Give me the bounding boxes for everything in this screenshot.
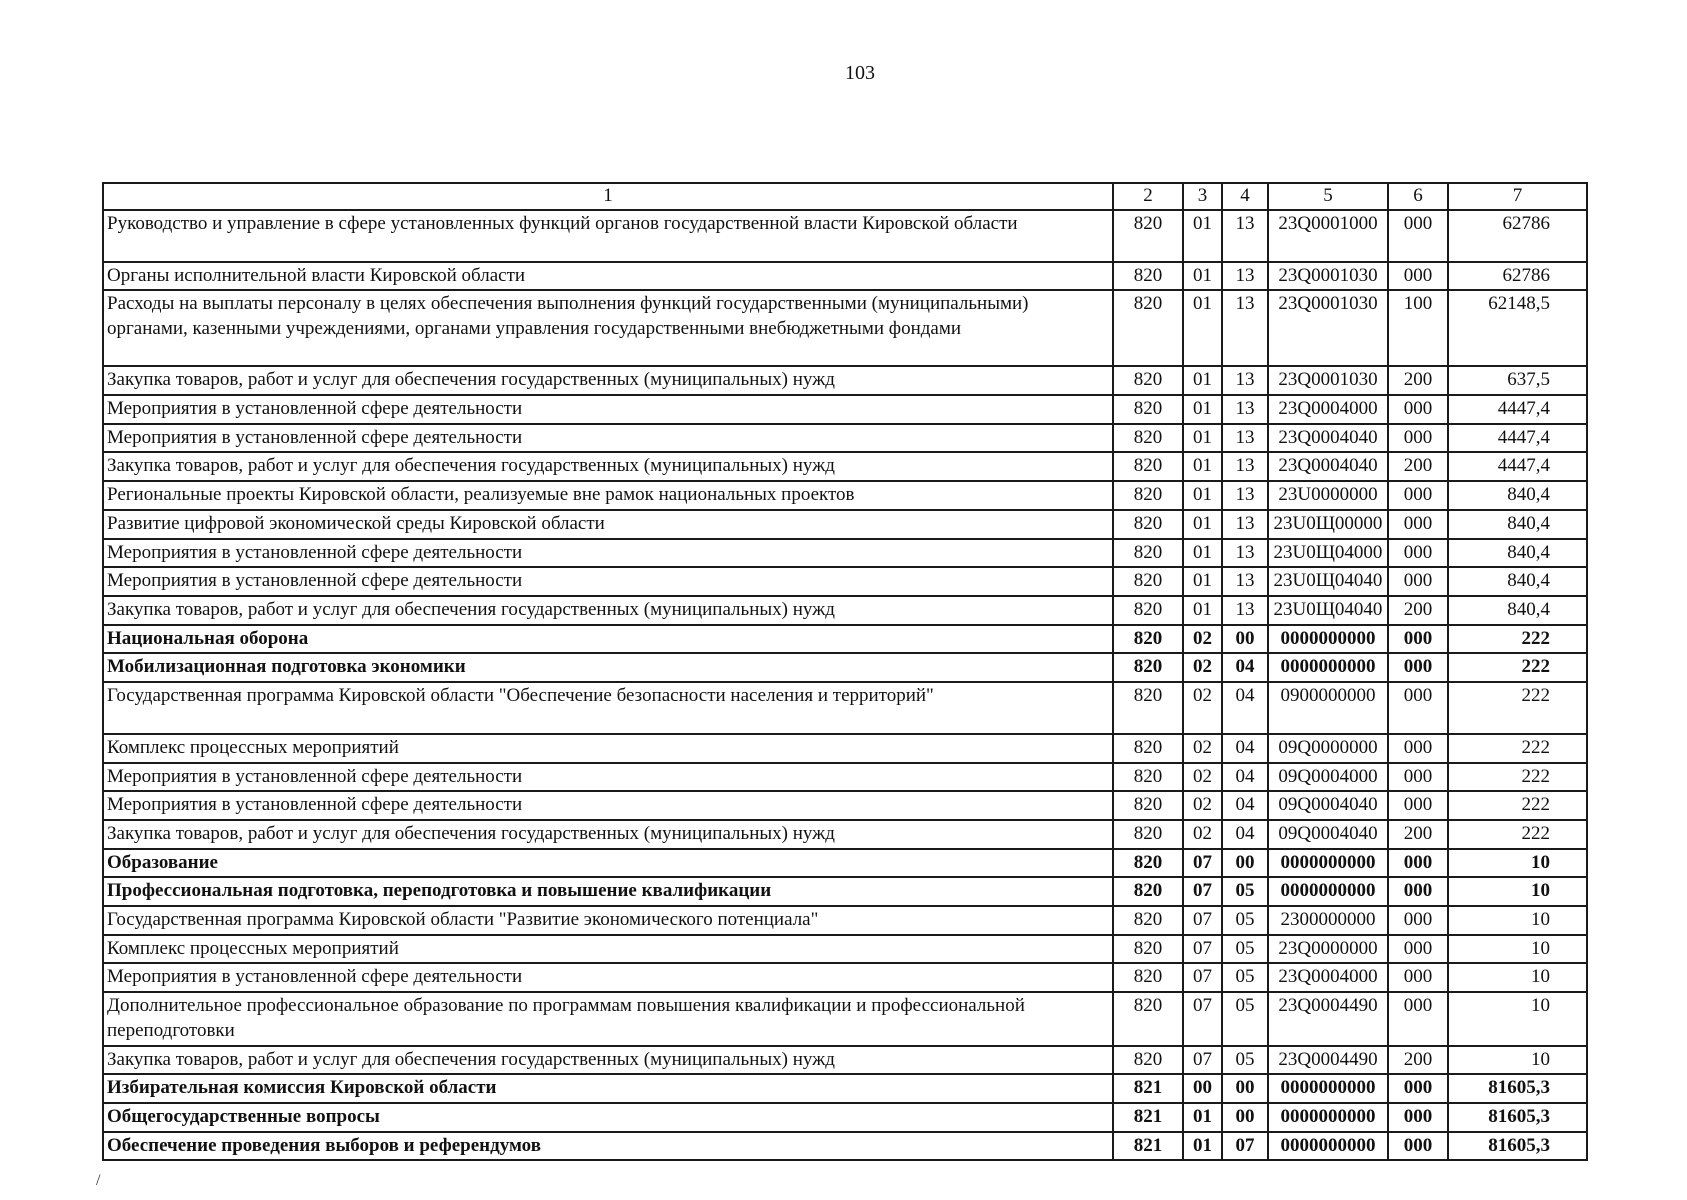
cell-expense-type: 000 [1388,906,1448,935]
cell-section: 02 [1183,763,1222,792]
table-row [103,849,1587,878]
scan-mark: / [96,1172,101,1189]
cell-amount: 81605,3 [1448,1132,1587,1161]
table-row [103,1132,1587,1161]
cell-section: 01 [1183,481,1222,510]
cell-target-article: 23Q0004490 [1268,1046,1388,1075]
cell-admin-code: 820 [1113,734,1183,763]
cell-subsection: 13 [1222,596,1268,625]
cell-expense-type: 000 [1388,877,1448,906]
cell-section: 01 [1183,452,1222,481]
cell-subsection: 00 [1222,1074,1268,1103]
cell-section: 07 [1183,877,1222,906]
cell-subsection: 05 [1222,963,1268,992]
cell-subsection: 13 [1222,262,1268,291]
cell-amount: 10 [1448,877,1587,906]
cell-admin-code: 820 [1113,820,1183,849]
cell-amount: 81605,3 [1448,1074,1587,1103]
cell-subsection: 13 [1222,539,1268,568]
cell-section: 02 [1183,820,1222,849]
cell-expense-type: 000 [1388,935,1448,964]
table-row [103,906,1587,935]
cell-name: Руководство и управление в сфере установленных функций органов государственной власти Кировской области [103,210,1113,262]
table-row [103,262,1587,291]
table-row [103,625,1587,654]
cell-expense-type: 000 [1388,763,1448,792]
table-row [103,877,1587,906]
cell-section: 01 [1183,596,1222,625]
cell-admin-code: 820 [1113,935,1183,964]
cell-expense-type: 000 [1388,734,1448,763]
cell-expense-type: 200 [1388,1046,1448,1075]
table-row [103,366,1587,395]
table-row [103,935,1587,964]
cell-amount: 222 [1448,734,1587,763]
cell-target-article: 2300000000 [1268,906,1388,935]
cell-section: 02 [1183,791,1222,820]
cell-target-article: 09Q0004040 [1268,820,1388,849]
cell-admin-code: 820 [1113,763,1183,792]
cell-admin-code: 820 [1113,877,1183,906]
cell-section: 01 [1183,424,1222,453]
cell-amount: 840,4 [1448,510,1587,539]
cell-admin-code: 820 [1113,567,1183,596]
cell-name: Мобилизационная подготовка экономики [103,653,1113,682]
table-row [103,1074,1587,1103]
header-col-5: 5 [1268,183,1388,210]
cell-section: 01 [1183,1132,1222,1161]
cell-admin-code: 820 [1113,290,1183,366]
cell-target-article: 23Q0001030 [1268,262,1388,291]
cell-name: Государственная программа Кировской области "Развитие экономического потенциала" [103,906,1113,935]
cell-target-article: 09Q0000000 [1268,734,1388,763]
cell-section: 01 [1183,567,1222,596]
cell-subsection: 00 [1222,849,1268,878]
table-row [103,567,1587,596]
cell-name: Дополнительное профессиональное образование по программам повышения квалификации и профессиональной переподготовки [103,992,1113,1045]
cell-name: Комплекс процессных мероприятий [103,734,1113,763]
cell-section: 07 [1183,906,1222,935]
page-number: 103 [845,62,875,84]
cell-target-article: 0900000000 [1268,682,1388,734]
table-row [103,481,1587,510]
cell-expense-type: 000 [1388,481,1448,510]
table-row [103,1103,1587,1132]
cell-expense-type: 000 [1388,539,1448,568]
cell-target-article: 23Q0001000 [1268,210,1388,262]
cell-admin-code: 821 [1113,1074,1183,1103]
table-row [103,1046,1587,1075]
header-col-6: 6 [1388,183,1448,210]
table-header-row [103,183,1587,210]
cell-target-article: 09Q0004040 [1268,791,1388,820]
cell-amount: 10 [1448,906,1587,935]
cell-expense-type: 000 [1388,567,1448,596]
cell-admin-code: 820 [1113,849,1183,878]
cell-amount: 222 [1448,820,1587,849]
cell-section: 01 [1183,290,1222,366]
cell-target-article: 0000000000 [1268,849,1388,878]
cell-expense-type: 000 [1388,424,1448,453]
table-row [103,653,1587,682]
cell-expense-type: 000 [1388,1132,1448,1161]
cell-amount: 4447,4 [1448,424,1587,453]
cell-expense-type: 200 [1388,820,1448,849]
cell-name: Комплекс процессных мероприятий [103,935,1113,964]
cell-subsection: 04 [1222,763,1268,792]
cell-expense-type: 000 [1388,963,1448,992]
cell-target-article: 0000000000 [1268,877,1388,906]
table-row [103,210,1587,262]
cell-subsection: 13 [1222,567,1268,596]
cell-section: 01 [1183,1103,1222,1132]
cell-target-article: 23U0000000 [1268,481,1388,510]
cell-subsection: 13 [1222,395,1268,424]
cell-target-article: 23Q0004040 [1268,424,1388,453]
cell-amount: 62786 [1448,210,1587,262]
cell-section: 07 [1183,1046,1222,1075]
cell-admin-code: 820 [1113,481,1183,510]
cell-admin-code: 821 [1113,1132,1183,1161]
cell-target-article: 23U0Щ04040 [1268,567,1388,596]
cell-admin-code: 820 [1113,791,1183,820]
header-col-3: 3 [1183,183,1222,210]
cell-expense-type: 000 [1388,1074,1448,1103]
cell-amount: 637,5 [1448,366,1587,395]
cell-section: 07 [1183,992,1222,1045]
cell-name: Закупка товаров, работ и услуг для обеспечения государственных (муниципальных) нужд [103,1046,1113,1075]
cell-amount: 62786 [1448,262,1587,291]
cell-expense-type: 000 [1388,791,1448,820]
cell-target-article: 23Q0004040 [1268,452,1388,481]
cell-amount: 840,4 [1448,567,1587,596]
cell-target-article: 23U0Щ04000 [1268,539,1388,568]
cell-target-article: 0000000000 [1268,625,1388,654]
cell-amount: 10 [1448,849,1587,878]
cell-expense-type: 100 [1388,290,1448,366]
cell-admin-code: 820 [1113,539,1183,568]
budget-table [102,182,1588,1161]
cell-admin-code: 820 [1113,395,1183,424]
cell-admin-code: 820 [1113,366,1183,395]
cell-subsection: 05 [1222,906,1268,935]
table-row [103,452,1587,481]
cell-amount: 10 [1448,992,1587,1045]
cell-section: 02 [1183,734,1222,763]
cell-subsection: 13 [1222,481,1268,510]
cell-target-article: 23Q0001030 [1268,290,1388,366]
cell-name: Обеспечение проведения выборов и референдумов [103,1132,1113,1161]
cell-subsection: 13 [1222,452,1268,481]
cell-amount: 840,4 [1448,596,1587,625]
table-row [103,791,1587,820]
cell-name: Закупка товаров, работ и услуг для обеспечения государственных (муниципальных) нужд [103,820,1113,849]
cell-subsection: 13 [1222,424,1268,453]
cell-subsection: 04 [1222,820,1268,849]
cell-expense-type: 200 [1388,596,1448,625]
table-row [103,424,1587,453]
cell-section: 01 [1183,366,1222,395]
table-row [103,539,1587,568]
cell-expense-type: 000 [1388,210,1448,262]
cell-section: 02 [1183,625,1222,654]
cell-name: Развитие цифровой экономической среды Кировской области [103,510,1113,539]
cell-admin-code: 820 [1113,596,1183,625]
cell-subsection: 05 [1222,877,1268,906]
cell-expense-type: 000 [1388,1103,1448,1132]
cell-section: 07 [1183,963,1222,992]
table-row [103,290,1587,366]
cell-subsection: 04 [1222,682,1268,734]
cell-expense-type: 000 [1388,653,1448,682]
cell-section: 07 [1183,849,1222,878]
cell-subsection: 04 [1222,653,1268,682]
cell-name: Мероприятия в установленной сфере деятельности [103,424,1113,453]
cell-target-article: 23Q0000000 [1268,935,1388,964]
cell-amount: 10 [1448,1046,1587,1075]
cell-admin-code: 820 [1113,424,1183,453]
cell-target-article: 23Q0004000 [1268,963,1388,992]
cell-name: Органы исполнительной власти Кировской области [103,262,1113,291]
cell-admin-code: 820 [1113,1046,1183,1075]
table-row [103,734,1587,763]
table-row [103,820,1587,849]
cell-target-article: 09Q0004000 [1268,763,1388,792]
cell-section: 01 [1183,539,1222,568]
cell-section: 02 [1183,653,1222,682]
cell-name: Закупка товаров, работ и услуг для обеспечения государственных (муниципальных) нужд [103,596,1113,625]
cell-subsection: 13 [1222,366,1268,395]
cell-target-article: 0000000000 [1268,653,1388,682]
cell-section: 07 [1183,935,1222,964]
cell-name: Мероприятия в установленной сфере деятельности [103,539,1113,568]
header-col-4: 4 [1222,183,1268,210]
cell-expense-type: 000 [1388,510,1448,539]
cell-subsection: 04 [1222,791,1268,820]
cell-section: 01 [1183,510,1222,539]
cell-expense-type: 000 [1388,625,1448,654]
cell-admin-code: 820 [1113,452,1183,481]
table-row [103,682,1587,734]
cell-target-article: 23Q0004000 [1268,395,1388,424]
cell-name: Мероприятия в установленной сфере деятельности [103,763,1113,792]
cell-amount: 222 [1448,682,1587,734]
cell-amount: 222 [1448,763,1587,792]
header-col-2: 2 [1113,183,1183,210]
cell-admin-code: 820 [1113,262,1183,291]
cell-admin-code: 820 [1113,682,1183,734]
cell-amount: 81605,3 [1448,1103,1587,1132]
header-col-7: 7 [1448,183,1587,210]
table-row [103,510,1587,539]
cell-name: Образование [103,849,1113,878]
cell-subsection: 07 [1222,1132,1268,1161]
cell-expense-type: 000 [1388,682,1448,734]
cell-subsection: 04 [1222,734,1268,763]
cell-name: Общегосударственные вопросы [103,1103,1113,1132]
table-row [103,763,1587,792]
cell-target-article: 23U0Щ04040 [1268,596,1388,625]
cell-admin-code: 820 [1113,625,1183,654]
cell-subsection: 00 [1222,1103,1268,1132]
cell-target-article: 0000000000 [1268,1074,1388,1103]
cell-name: Национальная оборона [103,625,1113,654]
cell-name: Расходы на выплаты персоналу в целях обеспечения выполнения функций государственными (муниципальными) органами, казенными учреждениями, органами управления государственными внебюджетными фондами [103,290,1113,366]
cell-name: Мероприятия в установленной сфере деятельности [103,963,1113,992]
cell-name: Мероприятия в установленной сфере деятельности [103,567,1113,596]
cell-name: Избирательная комиссия Кировской области [103,1074,1113,1103]
cell-admin-code: 820 [1113,963,1183,992]
cell-subsection: 05 [1222,992,1268,1045]
table-row [103,395,1587,424]
cell-admin-code: 820 [1113,992,1183,1045]
cell-amount: 222 [1448,791,1587,820]
cell-amount: 62148,5 [1448,290,1587,366]
cell-amount: 222 [1448,625,1587,654]
cell-section: 00 [1183,1074,1222,1103]
cell-expense-type: 000 [1388,262,1448,291]
cell-target-article: 23U0Щ00000 [1268,510,1388,539]
cell-expense-type: 200 [1388,366,1448,395]
cell-name: Закупка товаров, работ и услуг для обеспечения государственных (муниципальных) нужд [103,452,1113,481]
cell-subsection: 05 [1222,1046,1268,1075]
cell-admin-code: 820 [1113,510,1183,539]
table-row [103,963,1587,992]
cell-amount: 222 [1448,653,1587,682]
cell-name: Мероприятия в установленной сфере деятельности [103,395,1113,424]
cell-target-article: 23Q0004490 [1268,992,1388,1045]
cell-name: Закупка товаров, работ и услуг для обеспечения государственных (муниципальных) нужд [103,366,1113,395]
cell-name: Профессиональная подготовка, переподготовка и повышение квалификации [103,877,1113,906]
cell-name: Региональные проекты Кировской области, реализуемые вне рамок национальных проектов [103,481,1113,510]
cell-subsection: 13 [1222,290,1268,366]
cell-amount: 10 [1448,935,1587,964]
cell-amount: 840,4 [1448,539,1587,568]
table-row [103,992,1587,1045]
cell-target-article: 23Q0001030 [1268,366,1388,395]
cell-subsection: 13 [1222,510,1268,539]
cell-target-article: 0000000000 [1268,1132,1388,1161]
cell-admin-code: 820 [1113,653,1183,682]
cell-amount: 4447,4 [1448,395,1587,424]
cell-target-article: 0000000000 [1268,1103,1388,1132]
cell-expense-type: 000 [1388,395,1448,424]
cell-subsection: 00 [1222,625,1268,654]
cell-section: 01 [1183,262,1222,291]
cell-admin-code: 821 [1113,1103,1183,1132]
cell-amount: 4447,4 [1448,452,1587,481]
cell-amount: 840,4 [1448,481,1587,510]
cell-subsection: 05 [1222,935,1268,964]
cell-name: Государственная программа Кировской области "Обеспечение безопасности населения и территорий" [103,682,1113,734]
cell-expense-type: 000 [1388,849,1448,878]
cell-section: 01 [1183,210,1222,262]
cell-expense-type: 200 [1388,452,1448,481]
table-row [103,596,1587,625]
cell-section: 01 [1183,395,1222,424]
cell-amount: 10 [1448,963,1587,992]
cell-expense-type: 000 [1388,992,1448,1045]
cell-subsection: 13 [1222,210,1268,262]
cell-admin-code: 820 [1113,906,1183,935]
cell-section: 02 [1183,682,1222,734]
cell-name: Мероприятия в установленной сфере деятельности [103,791,1113,820]
header-col-1: 1 [103,183,1113,210]
cell-admin-code: 820 [1113,210,1183,262]
